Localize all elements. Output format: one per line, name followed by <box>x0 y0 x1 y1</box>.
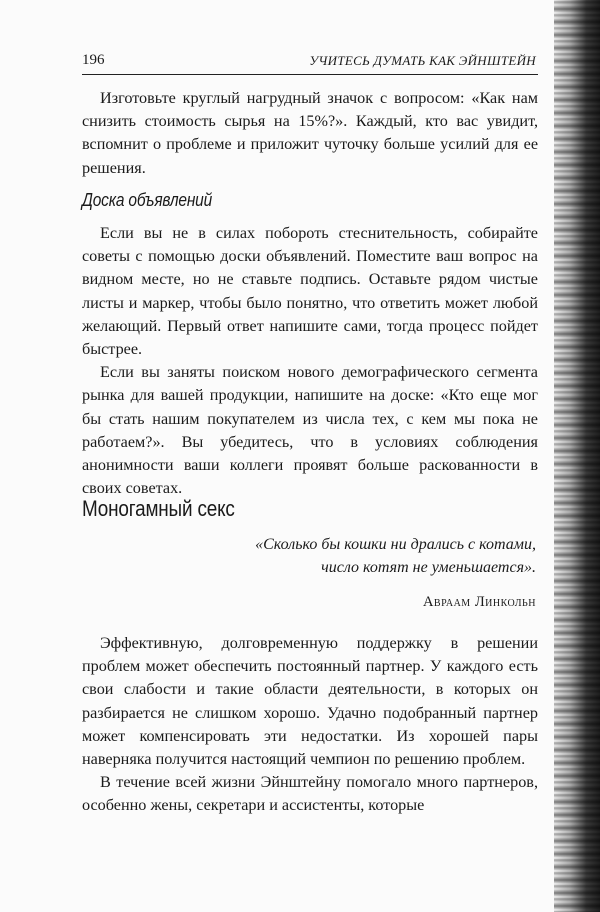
monogamy-section-text <box>82 632 538 818</box>
board-section-text <box>82 222 538 500</box>
paragraph: Если вы не в силах побороть стеснительность, собирайте советы с помощью доски объявлений. Поместите ваш вопрос на видном месте, но не ставьте подпись. Оставьте рядом чистые листы и маркер, чтобы было понятно, что ответить может любой желающий. Первый ответ напишите сами, тогда процесс пойдет быстрее. <box>82 224 538 359</box>
running-title: УЧИТЕСЬ ДУМАТЬ КАК ЭЙНШТЕЙН <box>309 53 536 68</box>
paragraph: В течение всей жизни Эйнштейну помогало много партнеров, особенно жены, секретари и ассистенты, которые <box>82 773 538 815</box>
paragraph: Если вы заняты поиском нового демографического сегмента рынка для вашей продукции, напишите на доске: «Кто еще мог бы стать нашим покупателем из числа тех, с кем мы пока не работаем?». Вы убедитесь, что в условиях соблюдения анонимности ваши коллеги проявят больше раскованности в своих советах. <box>82 363 538 498</box>
intro-text <box>82 87 538 180</box>
intro-paragraph: Изготовьте круглый нагрудный значок с вопросом: «Как нам снизить стоимость сырья на 15%?». Каждый, кто вас увидит, вспомнит о проблеме и приложит чуточку больше усилий для ее решения. <box>82 89 538 177</box>
paragraph: Эффективную, долговременную поддержку в решении проблем может обеспечить постоянный партнер. У каждого есть свои слабости и такие области деятельности, в которых он разбирается не слишком хорошо. Удачно подобранный партнер может компенсировать эти недостатки. Из хорошей пары наверняка получится настоящий чемпион по решению проблем. <box>82 634 538 769</box>
monogamy-section-heading: Моногамный секс <box>82 496 235 521</box>
epigraph-attribution: Авраам Линкольн <box>422 594 536 610</box>
board-section-heading: Доска объявлений <box>82 190 213 210</box>
scan-binding-shadow <box>554 0 600 912</box>
epigraph-line: «Сколько бы кошки ни дрались с котами, <box>255 536 536 553</box>
epigraph-line: число котят не уменьшается». <box>321 559 536 576</box>
page-header <box>82 50 538 75</box>
epigraph <box>116 533 536 579</box>
page-number: 196 <box>82 52 105 68</box>
